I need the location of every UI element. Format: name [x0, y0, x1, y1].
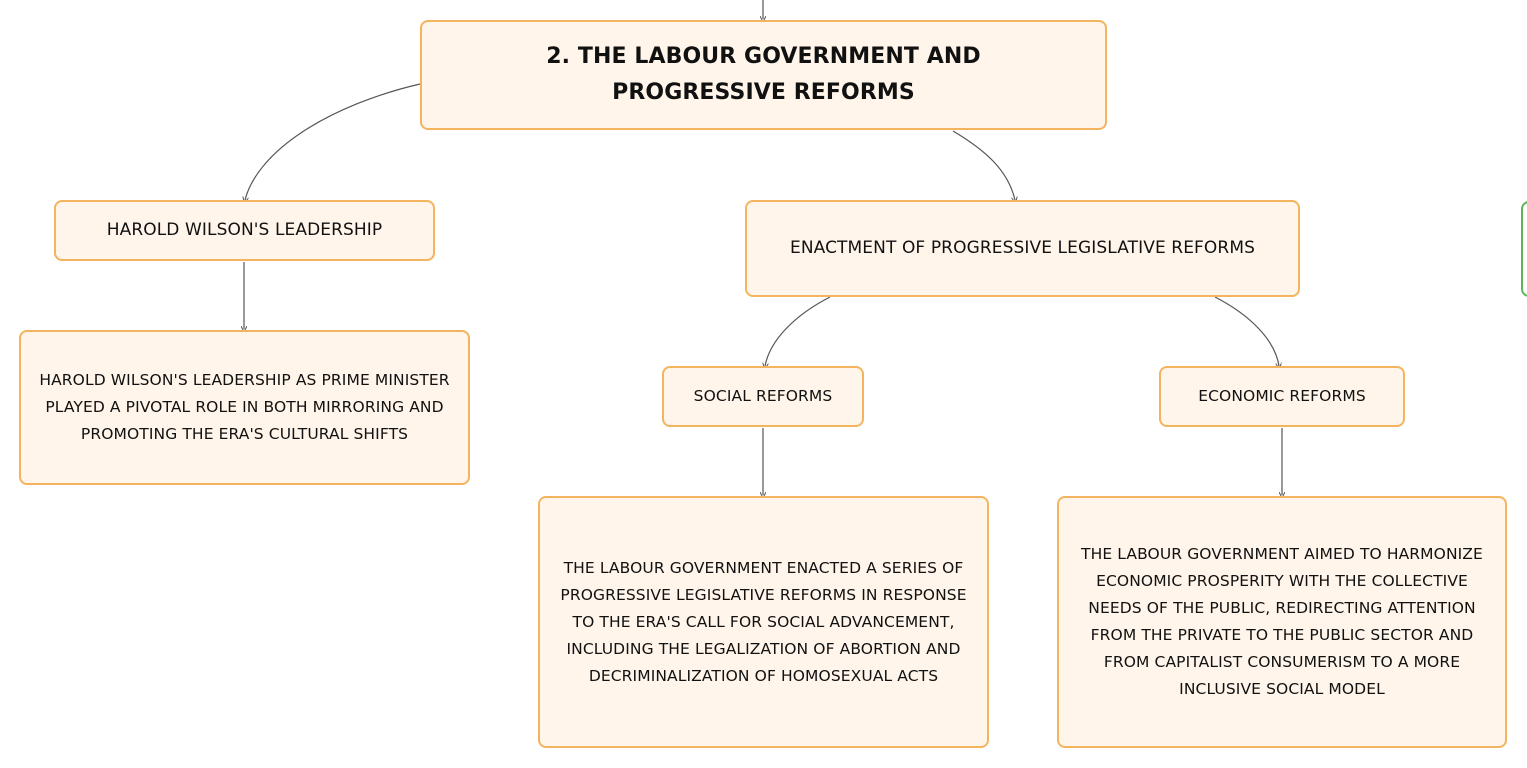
wilson-leadership-detail-text: HAROLD WILSON'S LEADERSHIP AS PRIME MINISTER PLAYED A PIVOTAL ROLE IN BOTH MIRRORING AND PROMOTING THE ERA'S CULTURAL SHIFTS — [39, 371, 450, 443]
economic-reforms-detail-node[interactable] — [1057, 496, 1507, 748]
root-topic-label: 2. THE LABOUR GOVERNMENT AND PROGRESSIVE REFORMS — [546, 44, 981, 105]
social-reforms-detail-node[interactable] — [538, 496, 989, 748]
economic-reforms-label: ECONOMIC REFORMS — [1198, 387, 1366, 405]
economic-reforms-node[interactable] — [1159, 366, 1405, 427]
root-topic-node[interactable] — [420, 20, 1107, 130]
edge-enactment-to-economic — [1215, 297, 1279, 366]
offscreen-green-node[interactable] — [1521, 201, 1527, 297]
edge-root-to-enactment — [953, 131, 1015, 200]
wilson-leadership-node[interactable] — [54, 200, 435, 261]
enactment-reforms-label: ENACTMENT OF PROGRESSIVE LEGISLATIVE REFORMS — [790, 238, 1255, 258]
social-reforms-label: SOCIAL REFORMS — [693, 387, 833, 405]
economic-reforms-detail-text: THE LABOUR GOVERNMENT AIMED TO HARMONIZE ECONOMIC PROSPERITY WITH THE COLLECTIVE NEEDS OF THE PUBLIC, REDIRECTING ATTENTION FROM THE PRIVATE TO THE PUBLIC SECTOR AND FROM CAPITALIST CONSUMERISM TO A MORE INCLUSIVE SOCIAL MODEL — [1081, 545, 1483, 698]
edge-root-to-wilson — [245, 84, 420, 200]
social-reforms-detail-text: THE LABOUR GOVERNMENT ENACTED A SERIES OF PROGRESSIVE LEGISLATIVE REFORMS IN RESPONSE TO THE ERA'S CALL FOR SOCIAL ADVANCEMENT, INCLUDING THE LEGALIZATION OF ABORTION AND DECRIMINALIZATION OF HOMOSEXUAL ACTS — [560, 558, 967, 685]
edge-enactment-to-social — [765, 297, 830, 366]
enactment-reforms-node[interactable] — [745, 200, 1300, 297]
social-reforms-node[interactable] — [662, 366, 864, 427]
wilson-leadership-detail-node[interactable] — [19, 330, 470, 485]
wilson-leadership-label: HAROLD WILSON'S LEADERSHIP — [106, 220, 383, 240]
